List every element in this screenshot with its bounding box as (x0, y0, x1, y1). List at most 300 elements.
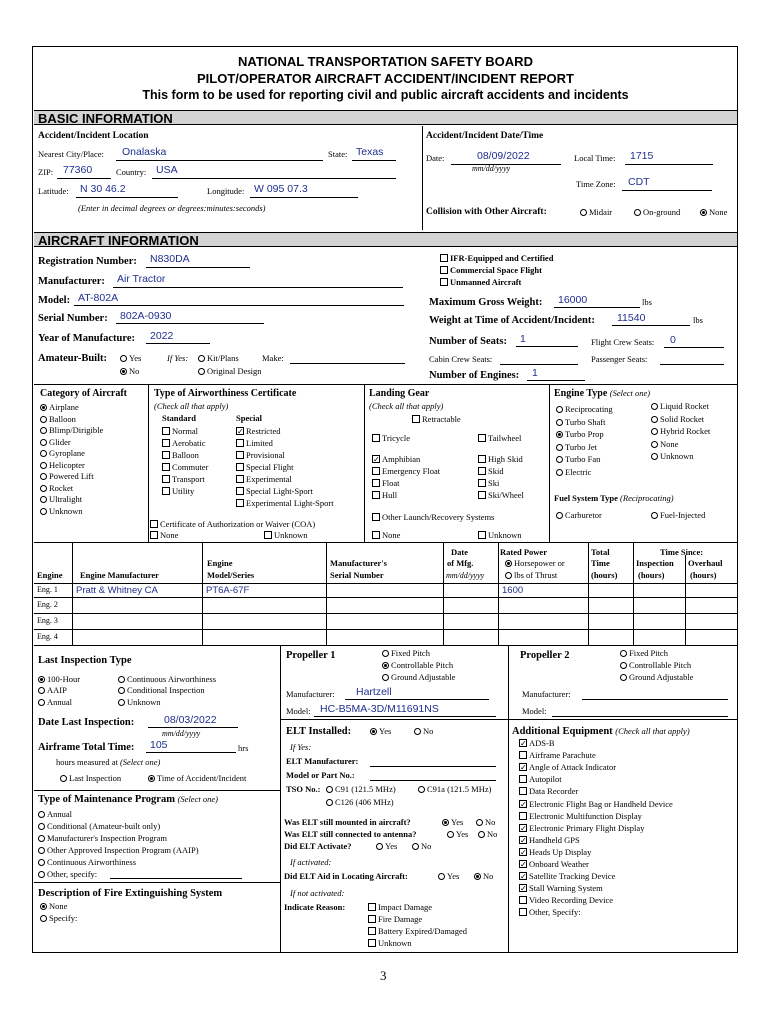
category-radio-label: Unknown (49, 505, 83, 516)
original-design-radio[interactable]: Original Design (198, 366, 262, 376)
fire-none-radio[interactable]: None (40, 901, 67, 911)
serial-field[interactable]: 802A-0930 (120, 310, 172, 322)
landing-gear-note: (Check all that apply) (369, 401, 444, 411)
category-radio-7[interactable] (40, 483, 73, 493)
radio-icon[interactable] (651, 453, 658, 460)
elt-mounted-label: Was ELT still mounted in aircraft? (284, 817, 411, 827)
inspection-title: Last Inspection Type (38, 655, 132, 666)
special-checkbox-label: Provisional (246, 450, 285, 460)
city-label: Nearest City/Place: (38, 149, 104, 159)
coa-checkbox[interactable]: Certificate of Authorization or Waiver (COA) (150, 519, 315, 529)
category-title: Category of Aircraft (40, 388, 128, 399)
special-checkbox-label: Experimental (246, 474, 292, 484)
insp-conditional[interactable]: Conditional Inspection (118, 685, 205, 695)
prop1-fixed-radio[interactable]: Fixed Pitch (382, 648, 430, 658)
elt-installed-no[interactable]: No (414, 726, 433, 736)
category-radio-label: Blimp/Dirigible (49, 425, 104, 435)
prop1-mfr-field[interactable]: Hartzell (356, 686, 392, 698)
engine-type-radio-b-label: Liquid Rocket (660, 401, 709, 411)
category-radio-2[interactable] (40, 425, 103, 435)
longitude-field[interactable]: W 095 07.3 (254, 183, 308, 195)
landing-gear-title: Landing Gear (369, 388, 430, 399)
elt-activate-yes[interactable]: Yes (376, 841, 397, 851)
propeller-1-title: Propeller 1 (286, 650, 336, 661)
equipment-checkbox-label: Satellite Tracking Device (529, 871, 616, 882)
ski-wheel-checkbox[interactable]: Ski/Wheel (478, 490, 524, 500)
col-model-1: Engine (207, 558, 233, 568)
col-date-2: of Mfg. (447, 558, 474, 568)
airframe-time-unit: hrs (238, 743, 249, 753)
checkbox-icon[interactable] (162, 487, 170, 495)
cabin-crew-label: Cabin Crew Seats: (429, 354, 493, 364)
checkbox-icon[interactable] (519, 800, 527, 808)
elt-connected-label: Was ELT still connected to antenna? (284, 829, 417, 839)
prop2-mfr-label: Manufacturer: (522, 689, 571, 699)
fire-title: Description of Fire Extinguishing System (38, 888, 223, 899)
equipment-checkbox-label: Heads Up Display (529, 846, 592, 857)
checkbox-icon[interactable] (236, 475, 244, 483)
checkbox-icon[interactable] (519, 860, 527, 868)
equipment-checkbox-1[interactable] (519, 750, 596, 760)
engine-type-radio-b-4[interactable] (651, 451, 694, 461)
engine-type-radio-b-label: Hybrid Rocket (660, 426, 711, 436)
airframe-time-label: Airframe Total Time: (38, 742, 135, 753)
date-label: Date: (426, 153, 445, 163)
elt-mounted-no[interactable]: No (476, 817, 495, 827)
engine-type-radio-4[interactable] (556, 454, 600, 464)
checkbox-icon[interactable] (236, 499, 244, 507)
prop1-ground-radio[interactable]: Ground Adjustable (382, 672, 455, 682)
amateur-label: Amateur-Built: (38, 353, 108, 364)
checkbox-icon[interactable] (162, 427, 170, 435)
special-checkbox-label: Special Flight (246, 462, 294, 472)
radio-icon[interactable] (40, 450, 47, 457)
registration-label: Registration Number: (38, 256, 137, 267)
landing-none-checkbox[interactable]: None (372, 530, 400, 540)
elt-aid-label: Did ELT Aid in Locating Aircraft: (284, 871, 408, 881)
checkbox-icon[interactable] (368, 939, 376, 947)
special-checkbox-label: Restricted (246, 426, 281, 436)
radio-icon[interactable] (40, 416, 47, 423)
amateur-no[interactable]: No (120, 366, 139, 376)
airworthiness-note: (Check all that apply) (154, 401, 229, 411)
float-checkbox[interactable]: Float (372, 478, 399, 488)
manufacturer-field[interactable]: Air Tractor (117, 273, 166, 285)
serial-label: Serial Number: (38, 313, 108, 324)
insp-annual[interactable]: Annual (38, 697, 72, 707)
maintenance-radio-5[interactable] (38, 869, 97, 879)
carburetor-radio[interactable]: Carburetor (556, 510, 602, 520)
checkbox-icon[interactable] (162, 475, 170, 483)
elt-if-yes: If Yes: (290, 742, 312, 752)
equipment-checkbox-13[interactable] (519, 895, 613, 905)
weight-unit: lbs (693, 315, 703, 325)
thrust-radio[interactable]: lbs of Thrust (505, 570, 557, 580)
landing-unknown-checkbox[interactable]: Unknown (478, 530, 522, 540)
equipment-title: Additional Equipment (Check all that apply) (512, 726, 690, 737)
aircraft-section-header: AIRCRAFT INFORMATION (34, 232, 737, 247)
amphibian-checkbox[interactable]: ✓Amphibian (372, 454, 420, 464)
checkbox-icon[interactable] (519, 751, 527, 759)
checkbox-icon[interactable] (368, 903, 376, 911)
equipment-checkbox-label: Electronic Primary Flight Display (529, 822, 645, 833)
checkbox-icon[interactable] (236, 487, 244, 495)
col-total-1: Total (591, 547, 610, 557)
unmanned-checkbox[interactable]: Unmanned Aircraft (440, 277, 521, 287)
form-title-line1: NATIONAL TRANSPORTATION SAFETY BOARD (238, 54, 533, 69)
category-radio-3[interactable] (40, 437, 71, 447)
equipment-checkbox-2[interactable] (519, 762, 616, 772)
radio-icon[interactable] (40, 427, 47, 434)
high-skid-checkbox[interactable]: High Skid (478, 454, 523, 464)
standard-checkbox-label: Utility (172, 486, 195, 496)
elt-reason-checkbox-label: Unknown (378, 938, 412, 948)
maintenance-radio-label: Manufacturer's Inspection Program (47, 833, 168, 843)
elt-reason-checkbox-2[interactable] (368, 926, 467, 936)
equipment-checkbox-4[interactable] (519, 786, 578, 796)
mgw-label: Maximum Gross Weight: (429, 297, 543, 308)
special-checkbox-5[interactable] (236, 486, 313, 496)
elt-reason-checkbox-0[interactable] (368, 902, 432, 912)
airworthiness-title: Type of Airworthiness Certificate (154, 388, 297, 399)
standard-checkbox-5[interactable] (162, 486, 194, 496)
city-field[interactable]: Onalaska (122, 146, 167, 158)
engines-field[interactable]: 1 (532, 367, 538, 379)
maintenance-radio-label: Other, specify: (47, 869, 98, 879)
elt-mounted-yes[interactable]: Yes (442, 817, 463, 827)
mgw-field[interactable]: 16000 (558, 294, 588, 306)
col-time-since: Time Since: (660, 547, 704, 557)
date-last-insp-field[interactable]: 08/03/2022 (164, 714, 217, 726)
radio-icon[interactable] (556, 469, 563, 476)
equipment-checkbox-14[interactable] (519, 907, 581, 917)
equipment-checkbox-7[interactable] (519, 823, 644, 833)
equipment-checkbox-12[interactable] (519, 883, 603, 893)
category-radio-label: Glider (49, 436, 71, 447)
radio-icon[interactable] (651, 403, 658, 410)
category-radio-4[interactable] (40, 448, 85, 458)
maintenance-radio-0[interactable] (38, 809, 72, 819)
checkbox-icon[interactable] (162, 439, 170, 447)
elt-if-activated: If activated: (290, 857, 332, 867)
equipment-checkbox-9[interactable] (519, 847, 591, 857)
radio-icon[interactable] (651, 428, 658, 435)
standard-checkbox-label: Normal (172, 426, 198, 436)
airframe-time-field[interactable]: 105 (150, 739, 168, 751)
standard-checkbox-0[interactable] (162, 426, 198, 436)
maintenance-radio-4[interactable] (38, 857, 136, 867)
year-field[interactable]: 2022 (150, 330, 174, 342)
hull-checkbox[interactable]: Hull (372, 490, 397, 500)
radio-icon[interactable] (38, 859, 45, 866)
amateur-yes[interactable]: Yes (120, 353, 141, 363)
engine-model-cell[interactable]: PT6A-67F (206, 585, 250, 596)
category-radio-0[interactable] (40, 402, 79, 412)
checkbox-icon[interactable] (519, 739, 527, 747)
radio-icon[interactable] (40, 404, 47, 411)
elt-aid-no[interactable]: No (474, 871, 493, 881)
elt-reason-checkbox-1[interactable] (368, 914, 422, 924)
checkbox-icon[interactable] (368, 915, 376, 923)
standard-checkbox-label: Transport (172, 474, 205, 484)
equipment-checkbox-10[interactable] (519, 859, 589, 869)
prop2-fixed-radio[interactable]: Fixed Pitch (620, 648, 668, 658)
elt-activate-no[interactable]: No (412, 841, 431, 851)
category-radio-9[interactable] (40, 506, 83, 516)
date-last-insp-label: Date Last Inspection: (38, 717, 135, 728)
csf-checkbox[interactable]: Commercial Space Flight (440, 265, 542, 275)
standard-label: Standard (162, 413, 197, 423)
engine-type-radio-1[interactable] (556, 417, 606, 427)
location-title: Accident/Incident Location (38, 131, 149, 141)
engine-type-radio-b-label: Solid Rocket (660, 413, 705, 424)
standard-checkbox-4[interactable] (162, 474, 205, 484)
other-launch-checkbox[interactable]: Other Launch/Recovery Systems (372, 512, 494, 522)
equipment-checkbox-8[interactable] (519, 835, 580, 845)
insp-aaip[interactable]: AAIP (38, 685, 67, 695)
checkbox-icon[interactable] (162, 451, 170, 459)
collision-midair[interactable]: Midair (580, 207, 612, 217)
retractable-checkbox[interactable]: Retractable (412, 414, 461, 424)
engine-type-radio-label: Turbo Jet (565, 441, 598, 452)
fuel-system-title: Fuel System Type (Reciprocating) (554, 493, 674, 503)
prop2-controllable-radio[interactable]: Controllable Pitch (620, 660, 691, 670)
radio-icon[interactable] (40, 496, 47, 503)
radio-icon[interactable] (38, 871, 45, 878)
emergency-float-checkbox[interactable]: Emergency Float (372, 466, 440, 476)
engine-mfr-cell[interactable]: Pratt & Whitney CA (76, 585, 158, 596)
standard-checkbox-label: Commuter (172, 462, 209, 472)
special-checkbox-label: Special Light-Sport (246, 486, 313, 496)
radio-icon[interactable] (556, 419, 563, 426)
radio-icon[interactable] (40, 485, 47, 492)
radio-icon[interactable] (651, 441, 658, 448)
date-last-insp-format: mm/dd/yyyy (162, 729, 201, 738)
country-field[interactable]: USA (156, 164, 178, 176)
elt-connected-yes[interactable]: Yes (447, 829, 468, 839)
checkbox-icon[interactable] (519, 908, 527, 916)
equipment-checkbox-3[interactable] (519, 774, 562, 784)
flight-crew-field[interactable]: 0 (670, 334, 676, 346)
engine-row-label: Eng. 3 (37, 616, 58, 625)
state-field[interactable]: Texas (356, 146, 384, 158)
form-title-line3: This form to be used for reporting civil and public aircraft accidents and incidents (142, 88, 629, 102)
engine-type-radio-label: Turbo Fan (565, 454, 601, 464)
maintenance-radio-label: Annual (47, 809, 73, 819)
category-radio-label: Helicopter (49, 459, 85, 470)
insp-100-hour[interactable]: 100-Hour (38, 674, 80, 684)
col-total-3: (hours) (591, 570, 618, 580)
equipment-checkbox-label: Airframe Parachute (529, 750, 596, 761)
special-checkbox-6[interactable] (236, 498, 334, 508)
special-checkbox-2[interactable] (236, 450, 285, 460)
measured-time-of-accident[interactable]: Time of Accident/Incident (148, 773, 246, 783)
equipment-checkbox-label: Onboard Weather (529, 859, 589, 869)
standard-checkbox-label: Aerobatic (172, 438, 206, 448)
special-checkbox-label: Limited (246, 438, 273, 448)
equipment-checkbox-6[interactable] (519, 811, 642, 821)
radio-icon[interactable] (38, 811, 45, 818)
elt-reason-checkbox-label: Fire Damage (378, 914, 423, 924)
col-inspection-2: (hours) (638, 570, 665, 580)
engine-type-radio-b-1[interactable] (651, 414, 704, 424)
zip-field[interactable]: 77360 (63, 164, 93, 176)
longitude-label: Longitude: (207, 186, 245, 196)
col-serial-1: Manufacturer's (330, 558, 387, 568)
date-title: Accident/Incident Date/Time (426, 131, 544, 141)
insp-unknown[interactable]: Unknown (118, 697, 161, 707)
radio-icon[interactable] (38, 835, 45, 842)
elt-activate-label: Did ELT Activate? (284, 841, 352, 851)
radio-icon[interactable] (40, 439, 47, 446)
prop1-controllable-radio[interactable]: Controllable Pitch (382, 660, 453, 670)
engine-row-label: Eng. 4 (37, 632, 58, 641)
checkbox-icon[interactable] (519, 787, 527, 795)
radio-icon[interactable] (651, 416, 658, 423)
checkbox-icon[interactable] (519, 872, 527, 880)
radio-icon[interactable] (556, 431, 563, 438)
fire-specify-radio[interactable]: Specify: (40, 913, 77, 923)
manufacturer-label: Manufacturer: (38, 276, 105, 287)
engine-type-radio-3[interactable] (556, 442, 597, 452)
prop1-mfr-label: Manufacturer: (286, 689, 335, 699)
flight-crew-label: Flight Crew Seats: (591, 337, 655, 347)
checkbox-icon[interactable] (519, 763, 527, 771)
year-label: Year of Manufacture: (38, 333, 136, 344)
checkbox-icon[interactable] (519, 824, 527, 832)
col-date-1: Date (451, 547, 468, 557)
skid-checkbox[interactable]: Skid (478, 466, 504, 476)
standard-checkbox-1[interactable] (162, 438, 206, 448)
engine-type-radio-2[interactable] (556, 429, 604, 439)
prop1-model-field[interactable]: HC-B5MA-3D/M11691NS (320, 703, 439, 715)
tso-c126-radio[interactable]: C126 (406 MHz) (326, 797, 394, 807)
category-radio-8[interactable] (40, 494, 82, 504)
radio-icon[interactable] (40, 462, 47, 469)
maintenance-radio-3[interactable] (38, 845, 199, 855)
radio-icon[interactable] (556, 406, 563, 413)
checkbox-icon[interactable] (519, 836, 527, 844)
engine-type-radio-b-3[interactable] (651, 439, 678, 449)
measured-last-inspection[interactable]: Last Inspection (60, 773, 121, 783)
elt-aid-yes[interactable]: Yes (438, 871, 459, 881)
fuel-injected-radio[interactable]: Fuel-Injected (651, 510, 705, 520)
time-zone-field[interactable]: CDT (628, 176, 650, 188)
engine-type-radio-0[interactable] (556, 404, 613, 414)
ifr-checkbox[interactable]: IFR-Equipped and Certified (440, 253, 553, 263)
airworthiness-unknown[interactable]: Unknown (264, 530, 308, 540)
tricycle-checkbox[interactable]: Tricycle (372, 433, 410, 443)
category-radio-1[interactable] (40, 414, 76, 424)
radio-icon[interactable] (40, 508, 47, 515)
basic-section-header: BASIC INFORMATION (34, 110, 737, 125)
engine-type-radio-b-2[interactable] (651, 426, 710, 436)
engine-power-cell[interactable]: 1600 (502, 585, 524, 596)
radio-icon[interactable] (556, 456, 563, 463)
engine-row-label: Eng. 1 (37, 585, 58, 594)
equipment-checkbox-5[interactable] (519, 799, 673, 809)
col-serial-2: Serial Number (330, 570, 384, 580)
checkbox-icon[interactable] (236, 439, 244, 447)
col-overhaul-2: (hours) (690, 570, 717, 580)
checkbox-icon[interactable] (368, 927, 376, 935)
date-field[interactable]: 08/09/2022 (477, 150, 530, 162)
engine-type-radio-b-0[interactable] (651, 401, 709, 411)
elt-connected-no[interactable]: No (478, 829, 497, 839)
weight-field[interactable]: 11540 (617, 312, 646, 324)
radio-icon[interactable] (556, 444, 563, 451)
col-date-3: mm/dd/yyyy (446, 571, 485, 580)
elt-installed-yes[interactable]: Yes (370, 726, 391, 736)
engine-type-radio-5[interactable] (556, 467, 591, 477)
latitude-field[interactable]: N 30 46.2 (80, 183, 126, 195)
special-checkbox-0[interactable] (236, 426, 280, 436)
checkbox-icon[interactable] (519, 775, 527, 783)
country-label: Country: (116, 167, 147, 177)
horsepower-radio[interactable]: Horsepower or (505, 558, 565, 568)
radio-icon[interactable] (40, 473, 47, 480)
elt-reason-checkbox-label: Battery Expired/Damaged (378, 926, 467, 936)
insp-continuous[interactable]: Continuous Airworthiness (118, 674, 216, 684)
seats-field[interactable]: 1 (520, 333, 526, 345)
checkbox-icon[interactable] (519, 812, 527, 820)
prop1-model-label: Model: (286, 706, 311, 716)
checkbox-icon[interactable] (519, 884, 527, 892)
checkbox-icon[interactable] (236, 463, 244, 471)
kit-plans-radio[interactable]: Kit/Plans (198, 353, 239, 363)
standard-checkbox-2[interactable] (162, 450, 199, 460)
date-format: mm/dd/yyyy (472, 164, 511, 173)
ski-checkbox[interactable]: Ski (478, 478, 499, 488)
equipment-checkbox-0[interactable] (519, 738, 555, 748)
elt-reason-checkbox-3[interactable] (368, 938, 412, 948)
checkbox-icon[interactable] (236, 427, 244, 435)
tso-c91a-radio[interactable]: C91a (121.5 MHz) (418, 784, 491, 794)
checkbox-icon[interactable] (162, 463, 170, 471)
checkbox-icon[interactable] (519, 896, 527, 904)
registration-field[interactable]: N830DA (150, 253, 190, 265)
airworthiness-none[interactable]: None (150, 530, 178, 540)
prop2-ground-radio[interactable]: Ground Adjustable (620, 672, 693, 682)
radio-icon[interactable] (38, 823, 45, 830)
standard-checkbox-3[interactable] (162, 462, 208, 472)
maintenance-radio-1[interactable] (38, 821, 160, 831)
equipment-checkbox-label: Electronic Multifunction Display (529, 810, 642, 821)
tso-c91-radio[interactable]: C91 (121.5 MHz) (326, 784, 396, 794)
tso-label: TSO No.: (286, 784, 321, 794)
elt-reason-label: Indicate Reason: (284, 902, 346, 912)
special-checkbox-4[interactable] (236, 474, 292, 484)
col-rated-power: Rated Power (500, 547, 547, 557)
radio-icon[interactable] (38, 847, 45, 854)
collision-none[interactable]: None (700, 207, 727, 217)
mgw-unit: lbs (642, 297, 652, 307)
elt-if-not-activated: If not activated: (290, 888, 345, 898)
weight-label: Weight at Time of Accident/Incident: (429, 315, 595, 326)
special-checkbox-3[interactable] (236, 462, 293, 472)
category-radio-5[interactable] (40, 460, 85, 470)
maintenance-radio-2[interactable] (38, 833, 167, 843)
tailwheel-checkbox[interactable]: Tailwheel (478, 433, 521, 443)
collision-on-ground[interactable]: On-ground (634, 207, 680, 217)
special-checkbox-1[interactable] (236, 438, 273, 448)
category-radio-6[interactable] (40, 471, 94, 481)
checkbox-icon[interactable] (519, 848, 527, 856)
local-time-field[interactable]: 1715 (630, 150, 654, 162)
checkbox-icon[interactable] (236, 451, 244, 459)
model-field[interactable]: AT-802A (78, 292, 119, 304)
equipment-checkbox-11[interactable] (519, 871, 615, 881)
